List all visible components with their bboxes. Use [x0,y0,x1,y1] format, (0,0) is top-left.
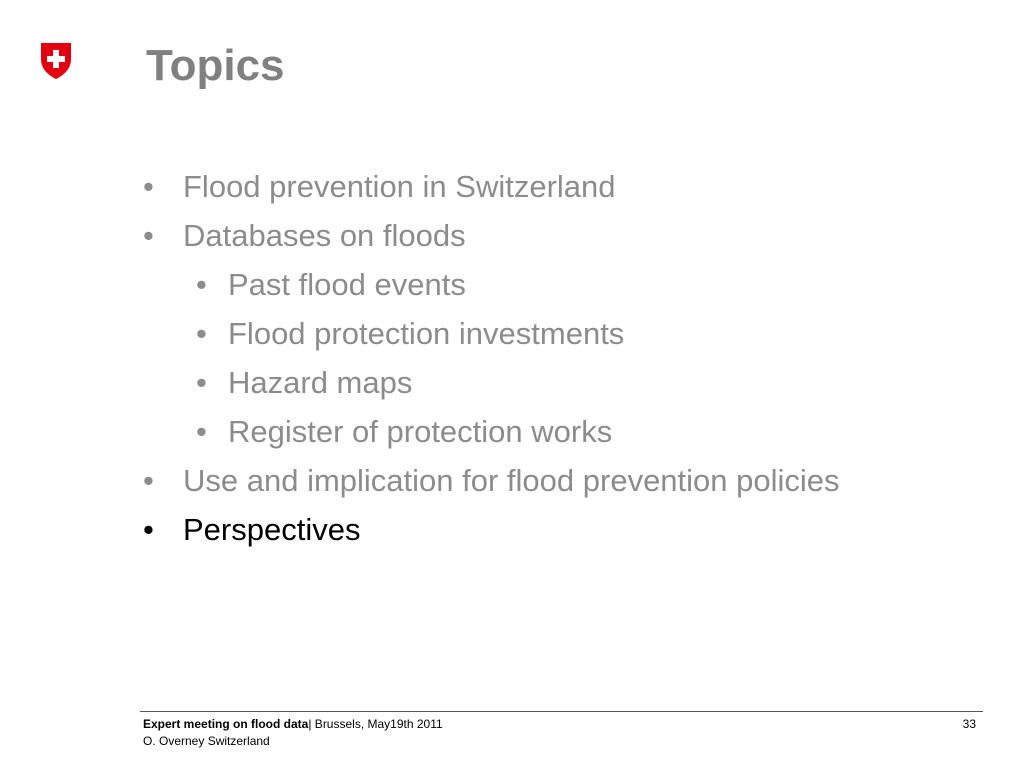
slide-title: Topics [146,41,285,90]
subtopic-text: Past flood events [228,267,466,302]
swiss-shield-icon [40,42,72,80]
topic-text: Perspectives [183,512,361,547]
topic-item [140,162,840,211]
topic-text: Databases on floods [183,218,466,253]
footer-event [143,716,443,732]
footer-author: O. Overney Switzerland [143,734,270,748]
topic-list [140,162,840,554]
subtopic-item [140,358,840,407]
topic-item [140,456,840,505]
topic-item-current [140,505,840,554]
bullet-icon: • [196,267,207,302]
bullet-icon: • [196,365,207,400]
subtopic-text: Flood protection investments [228,316,625,351]
subtopic-item [140,407,840,456]
bullet-icon: • [196,414,207,449]
bullet-icon: • [143,512,154,547]
topic-item [140,211,840,260]
bullet-icon: • [143,169,154,204]
topic-text: Flood prevention in Switzerland [183,169,616,204]
footer-event-details: | Brussels, May19th 2011 [308,717,443,731]
page-number: 33 [962,717,976,731]
topic-text: Use and implication for flood prevention policies [183,463,840,498]
footer-event-title: Expert meeting on flood data [143,717,309,731]
subtopic-item [140,260,840,309]
subtopic-item [140,309,840,358]
subtopic-text: Hazard maps [228,365,413,400]
bullet-icon: • [196,316,207,351]
bullet-icon: • [143,463,154,498]
footer-divider [140,711,983,712]
bullet-icon: • [143,218,154,253]
subtopic-text: Register of protection works [228,414,613,449]
